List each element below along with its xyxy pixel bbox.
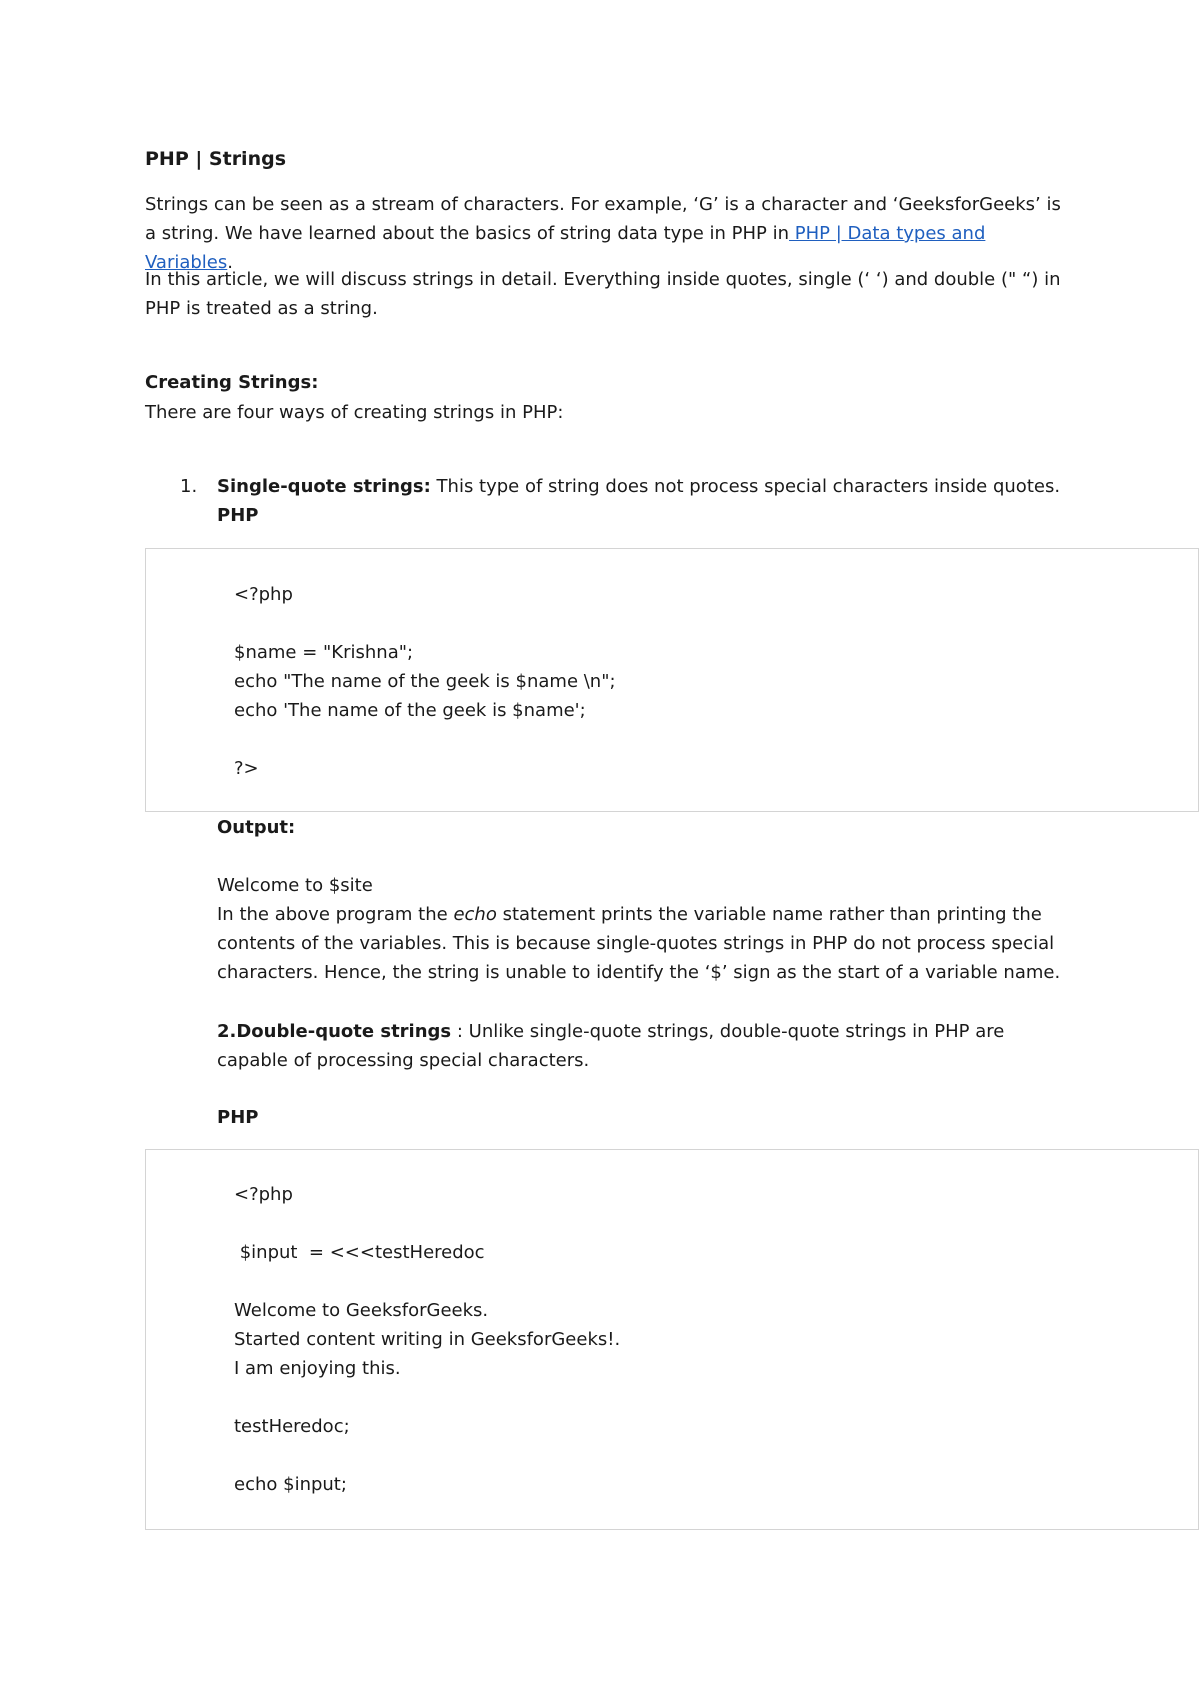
code-line: echo 'The name of the geek is $name'; bbox=[234, 700, 586, 721]
code-language-label: PHP bbox=[217, 505, 259, 526]
code-line: Started content writing in GeeksforGeeks!. bbox=[234, 1329, 621, 1350]
code-line: ?> bbox=[234, 758, 259, 779]
code-line: I am enjoying this. bbox=[234, 1358, 401, 1379]
intro-text: Strings can be seen as a stream of characters. For example, ‘G’ is a character and ‘GeeksforGeeks’ is a string. We have learned about the basics of string data type in PHP in bbox=[145, 194, 1061, 244]
creating-strings-heading: Creating Strings: bbox=[145, 372, 319, 393]
intro-paragraph bbox=[145, 190, 1075, 277]
code-line: <?php bbox=[234, 1184, 293, 1205]
double-quote-paragraph bbox=[217, 1017, 1077, 1075]
detail-paragraph: In this article, we will discuss strings in detail. Everything inside quotes, single (‘ ‘) and double (" “) in PHP is treated as a string. bbox=[145, 269, 1061, 319]
explanation-echo: echo bbox=[453, 904, 497, 925]
code-line: Welcome to GeeksforGeeks. bbox=[234, 1300, 489, 1321]
code-block-double-quote bbox=[145, 1149, 1199, 1530]
explanation-rest: statement prints the variable name rather than printing the contents of the variables. This is because single-quotes strings in PHP do not process special characters. Hence, the string is unable to identify the ‘$’ sign as the start of a variable name. bbox=[217, 904, 1061, 983]
code-line: <?php bbox=[234, 584, 293, 605]
data-types-link[interactable]: PHP | Data types and Variables bbox=[145, 223, 986, 273]
list-number: 1. bbox=[180, 476, 198, 497]
code-block-single-quote bbox=[145, 548, 1199, 812]
code-line: testHeredoc; bbox=[234, 1416, 350, 1437]
double-quote-label: 2.Double-quote strings bbox=[217, 1021, 452, 1042]
single-quote-label: Single-quote strings: bbox=[217, 476, 431, 497]
code-line: $input = <<<testHeredoc bbox=[234, 1242, 485, 1263]
code-line: $name = "Krishna"; bbox=[234, 642, 414, 663]
code-language-label: PHP bbox=[217, 1107, 259, 1128]
output-value: Welcome to $site bbox=[217, 875, 373, 896]
double-quote-description: : Unlike single-quote strings, double-quote strings in PHP are capable of processing special characters. bbox=[217, 1021, 1005, 1071]
page-title: PHP | Strings bbox=[145, 148, 287, 170]
code-line: echo "The name of the geek is $name \n"; bbox=[234, 671, 616, 692]
explanation-text: In the above program the bbox=[217, 904, 454, 925]
list-item-body bbox=[217, 472, 1077, 501]
creating-strings-text: There are four ways of creating strings in PHP: bbox=[145, 402, 564, 423]
intro-period: . bbox=[227, 252, 233, 273]
output-label: Output: bbox=[217, 817, 296, 838]
single-quote-description: This type of string does not process special characters inside quotes. bbox=[430, 476, 1061, 497]
output-explanation bbox=[217, 900, 1077, 987]
code-line: echo $input; bbox=[234, 1474, 347, 1495]
